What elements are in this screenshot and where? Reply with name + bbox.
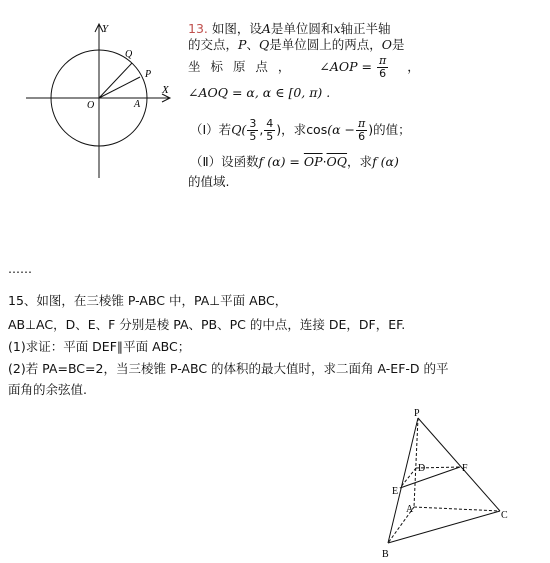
label-e: E <box>392 486 399 497</box>
label-p: P <box>414 408 420 419</box>
problem-13-part2: （Ⅱ）设函数f $(\alpha) = \overline{OP}\cdot\overline{OQ}$，求f (α) <box>190 154 399 169</box>
label-a: A <box>406 504 414 515</box>
ray-oq <box>99 63 132 98</box>
problem-13-part1: （Ⅰ）若Q( $\frac{3}{5}$ , $\frac{4}{5}$ )，求cos(α − $\frac{\pi}{6}$ )的值； <box>190 117 411 143</box>
label-p: P <box>145 69 152 80</box>
problem-15-line3: (1)求证：平面 DEF∥平面 ABC； <box>8 339 191 354</box>
problem-15-line4: (2)若 PA=BC=2，当三棱锥 P-ABC 的体积的最大值时，求二面角 A-EF-D 的平 <box>8 361 449 376</box>
problem-13-line2: 的交点，P、Q是单位圆上的两点，O是 <box>188 37 405 52</box>
label-c: C <box>501 510 508 521</box>
pyramid-figure <box>370 405 545 563</box>
label-q: Q <box>125 49 133 60</box>
edge-ac <box>414 507 500 511</box>
fraction-4-5: $\frac{4}{5}$ <box>266 117 274 143</box>
fraction-3-5: $\frac{3}{5}$ <box>249 117 257 143</box>
unit-circle-figure <box>0 0 180 190</box>
edge-pb <box>388 418 418 543</box>
problem-13-line1: 13. 如图，设A是单位圆和x轴正半轴 <box>188 21 391 36</box>
problem-13-line3: 坐 标 原 点 ， ∠AOP = $\frac{\pi}{6}$ ， <box>188 54 420 80</box>
problem-15-line2: AB⊥AC，D、E、F 分别是棱 PA、PB、PC 的中点，连接 DE，DF，EF. <box>8 317 406 332</box>
label-d: D <box>418 463 426 474</box>
pi-over-6-fraction: $\frac{\pi}{6}$ <box>378 54 387 80</box>
problem-15-line1: 15、如图，在三棱锥 P-ABC 中，PA⊥平面 ABC， <box>8 293 288 308</box>
label-x: X <box>162 84 169 96</box>
edge-bc <box>388 511 500 543</box>
problem-13-last-line: 的值域. <box>188 174 230 189</box>
label-f: F <box>462 463 468 474</box>
ellipsis: …… <box>8 262 32 276</box>
problem-number: 13. <box>188 21 208 36</box>
label-a: A <box>134 99 141 110</box>
pi-over-6-fraction-2: $\frac{\pi}{6}$ <box>358 117 366 143</box>
label-y: Y <box>102 23 109 35</box>
label-b: B <box>382 549 389 560</box>
problem-13-line4: ∠AOQ = α, α ∈ [0, π) . <box>188 85 331 100</box>
edge-pc <box>418 418 500 511</box>
label-o: O <box>87 100 95 111</box>
vector-oq: $\overline{OQ}$ <box>326 154 348 169</box>
problem-15-line5: 面角的余弦值. <box>8 382 87 397</box>
vector-op: $\overline{OP}$ <box>303 154 323 169</box>
ray-op <box>99 77 140 98</box>
